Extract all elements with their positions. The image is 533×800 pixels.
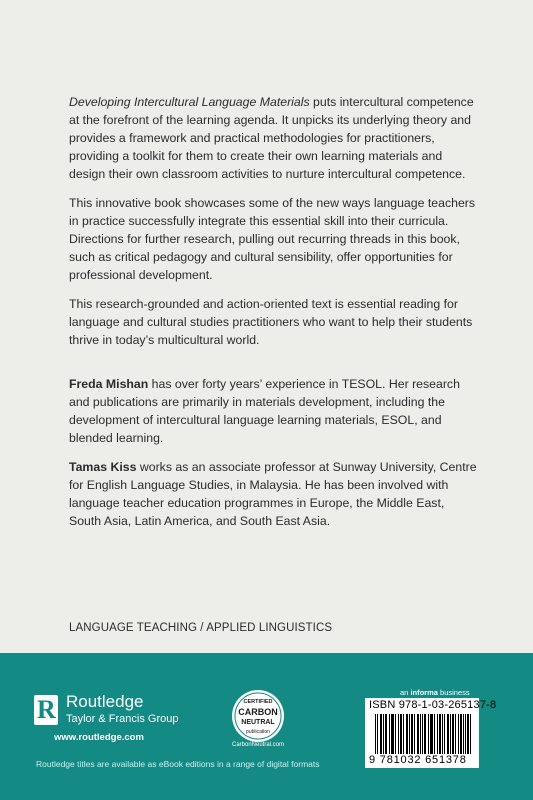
publisher-url[interactable]: www.routledge.com — [54, 732, 144, 743]
barcode-bar — [400, 714, 401, 754]
barcode-bar — [444, 714, 445, 754]
barcode-bar — [424, 714, 425, 754]
barcode-bar — [470, 714, 471, 754]
barcode-bar — [437, 714, 438, 754]
book-title: Developing Intercultural Language Materials — [69, 95, 310, 109]
barcode-bar — [391, 714, 392, 754]
blurb-paragraph-3: This research-grounded and action-oriented text is essential reading for language and cultural studies practitioners who want to help their students thrive in today’s multicultural world. — [69, 297, 473, 347]
barcode-bar — [434, 714, 435, 754]
barcode-bar — [448, 714, 449, 754]
barcode-bar — [465, 714, 466, 754]
barcode-bar — [409, 714, 410, 754]
barcode-bar — [418, 714, 419, 754]
barcode-bar — [386, 714, 387, 754]
barcode-bar — [447, 714, 448, 754]
publisher-group: Taylor & Francis Group — [66, 713, 179, 725]
barcode-bar — [385, 714, 386, 754]
barcode-bar — [431, 714, 432, 754]
barcode-bar — [450, 714, 451, 754]
barcode-bar — [467, 714, 468, 754]
blurb — [69, 93, 479, 360]
ebook-note: Routledge titles are available as eBook editions in a range of digital formats — [36, 759, 320, 769]
author-name: Freda Mishan — [69, 377, 149, 391]
barcode-bar — [461, 714, 462, 754]
blurb-paragraph-1: Developing Intercultural Language Materials puts intercultural competence at the forefront of the learning agenda. It unpicks its underlying theory and provides a framework and practical methodologies for practitioners, providing a toolkit for them to create their own learning materials and design their own classroom activities to nurture intercultural competence. — [69, 95, 474, 181]
subject-category: LANGUAGE TEACHING / APPLIED LINGUISTICS — [69, 622, 333, 634]
author-name: Tamas Kiss — [69, 460, 137, 474]
barcode-bar — [395, 714, 396, 754]
barcode-bar — [392, 714, 393, 754]
barcode-bar — [463, 714, 464, 754]
barcode-bar — [401, 714, 402, 754]
routledge-logo-letter: R — [37, 695, 56, 724]
barcode-bar — [439, 714, 440, 754]
author-bios — [69, 375, 479, 541]
carbon-sub: publication — [246, 729, 270, 735]
barcode-bar — [417, 714, 418, 754]
barcode-bar — [468, 714, 469, 754]
barcode-bar — [453, 714, 454, 754]
barcode-bar — [414, 714, 415, 754]
author-bio: Tamas Kiss works as an associate professor at Sunway University, Centre for English Language Studies, in Malaysia. He has been involved with language teacher education programmes in Europe, the Middle East, South Asia, Latin America, and South East Asia. — [69, 460, 477, 528]
barcode-bar — [403, 714, 404, 754]
barcode-bar — [422, 714, 423, 754]
isbn-label: ISBN 978-1-03-265137-8 — [369, 699, 497, 711]
barcode-bar — [425, 714, 426, 754]
blurb-paragraph-2: This innovative book showcases some of the new ways language teachers in practice successfully integrate this essential skill into their curricula. Directions for further research, pulling out recurring threads in this book, such as critical pedagogy and cultural sensibility, offer opportunities for professional development. — [69, 196, 476, 282]
barcode-bar — [381, 714, 382, 754]
barcode-bar — [389, 714, 390, 754]
barcode-bar — [442, 714, 443, 754]
barcode-bar — [383, 714, 384, 754]
barcode-bar — [377, 714, 378, 754]
author-bio: Freda Mishan has over forty years’ experience in TESOL. Her research and publications are primarily in materials development, including the development of intercultural language learning materials, ESOL, and blended learning. — [69, 377, 460, 445]
barcode-digits: 9 781032 651378 — [369, 754, 467, 766]
barcode-bar — [407, 714, 408, 754]
barcode-bar — [375, 714, 376, 754]
barcode-bar — [432, 714, 433, 754]
carbon-neutral-badge-icon — [230, 688, 286, 744]
carbon-main-1: CARBON — [238, 707, 278, 717]
barcode-bar — [460, 714, 461, 754]
barcode-bar — [411, 714, 412, 754]
barcode-bar — [406, 714, 407, 754]
barcode-bar — [458, 714, 459, 754]
barcode-bar — [398, 714, 399, 754]
barcode-bar — [412, 714, 413, 754]
barcode-bar — [440, 714, 441, 754]
carbon-neutral-site: CarbonNeutral.com — [231, 742, 285, 748]
publisher-name: Routledge — [66, 692, 144, 711]
barcode-bar — [393, 714, 394, 754]
barcode-bar — [455, 714, 456, 754]
informa-business: an informa business — [400, 688, 470, 697]
barcode-bar — [428, 714, 429, 754]
carbon-main-2: NEUTRAL — [241, 719, 275, 726]
carbon-top-text: CERTIFIED — [243, 699, 273, 705]
barcode-icon — [375, 714, 471, 754]
barcode-bar — [430, 714, 431, 754]
barcode-bar — [452, 714, 453, 754]
barcode-bar — [420, 714, 421, 754]
barcode-bar — [380, 714, 381, 754]
